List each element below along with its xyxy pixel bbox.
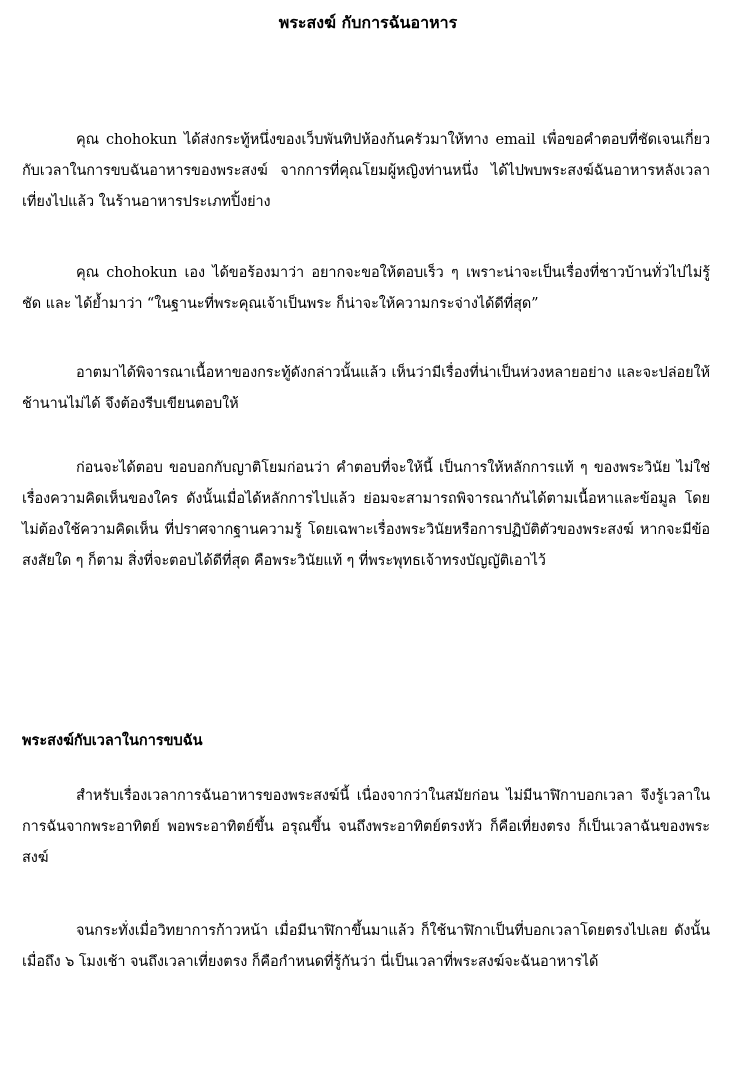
section-paragraph-1: สำหรับเรื่องเวลาการฉันอาหารของพระสงฆ์นี้ เนื่องจากว่าในสมัยก่อน ไม่มีนาฬิกาบอกเวลา จึงรู้เวลาในการฉันจากพระอาทิตย์ พอพระอาทิตย์ขึ้น อรุณขึ้น จนถึงพระอาทิตย์ตรงหัว ก็คือเที่ยงตรง ก็เป็นเวลาฉันของพระสงฆ์: [22, 788, 710, 866]
section-paragraph-2: จนกระทั่งเมื่อวิทยาการก้าวหน้า เมื่อมีนาฬิกาขึ้นมาแล้ว ก็ใช้นาฬิกาเป็นที่บอกเวลาโดยตรงไปเลย ดังนั้นเมื่อถึง ๖ โมงเช้า จนถึงเวลาเที่ยงตรง ก็คือกำหนดที่รู้กันว่า นี่เป็นเวลาที่พระสงฆ์จะฉันอาหารได้: [22, 923, 710, 970]
section-heading: พระสงฆ์กับเวลาในการขบฉัน: [22, 732, 203, 749]
document-title: พระสงฆ์ กับการฉันอาหาร: [278, 13, 458, 32]
paragraph-2: คุณ chohokun เอง ได้ขอร้องมาว่า อยากจะขอให้ตอบเร็ว ๆ เพราะน่าจะเป็นเรื่องที่ชาวบ้านทั่วไปไม่รู้ชัด และ ได้ย้ำมาว่า “ในฐานะที่พระคุณเจ้าเป็นพระ ก็น่าจะให้ความกระจ่างได้ดีที่สุด”: [22, 265, 710, 312]
paragraph-4: ก่อนจะได้ตอบ ขอบอกกับญาติโยมก่อนว่า คำตอบที่จะให้นี้ เป็นการให้หลักการแท้ ๆ ของพระวินัย ไม่ใช่เรื่องความคิดเห็นของใคร ดังนั้นเมื่อได้หลักการไปแล้ว ย่อมจะสามารถพิจารณากันได้ตามเนื้อหาและข้อมูล โดยไม่ต้องใช้ความคิดเห็น ที่ปราศจากฐานความรู้ โดยเฉพาะเรื่องพระวินัยหรือการปฏิบัติตัวของพระสงฆ์ หากจะมีข้อสงสัยใด ๆ ก็ตาม สิ่งที่จะตอบได้ดีที่สุด คือพระวินัยแท้ ๆ ที่พระพุทธเจ้าทรงบัญญัติเอาไว้: [22, 460, 710, 569]
paragraph-1: คุณ chohokun ได้ส่งกระทู้หนึ่งของเว็บพันทิปห้องก้นครัวมาให้ทาง email เพื่อขอคำตอบที่ชัดเจนเกี่ยวกับเวลาในการขบฉันอาหารของพระสงฆ์ จากการที่คุณโยมผู้หญิงท่านหนึ่ง ได้ไปพบพระสงฆ์ฉันอาหารหลังเวลาเที่ยงไปแล้ว ในร้านอาหารประเภทปิ้งย่าง: [22, 132, 710, 210]
paragraph-3: อาตมาได้พิจารณาเนื้อหาของกระทู้ดังกล่าวนั้นแล้ว เห็นว่ามีเรื่องที่น่าเป็นห่วงหลายอย่าง และจะปล่อยให้ช้านานไม่ได้ จึงต้องรีบเขียนตอบให้: [22, 365, 710, 412]
